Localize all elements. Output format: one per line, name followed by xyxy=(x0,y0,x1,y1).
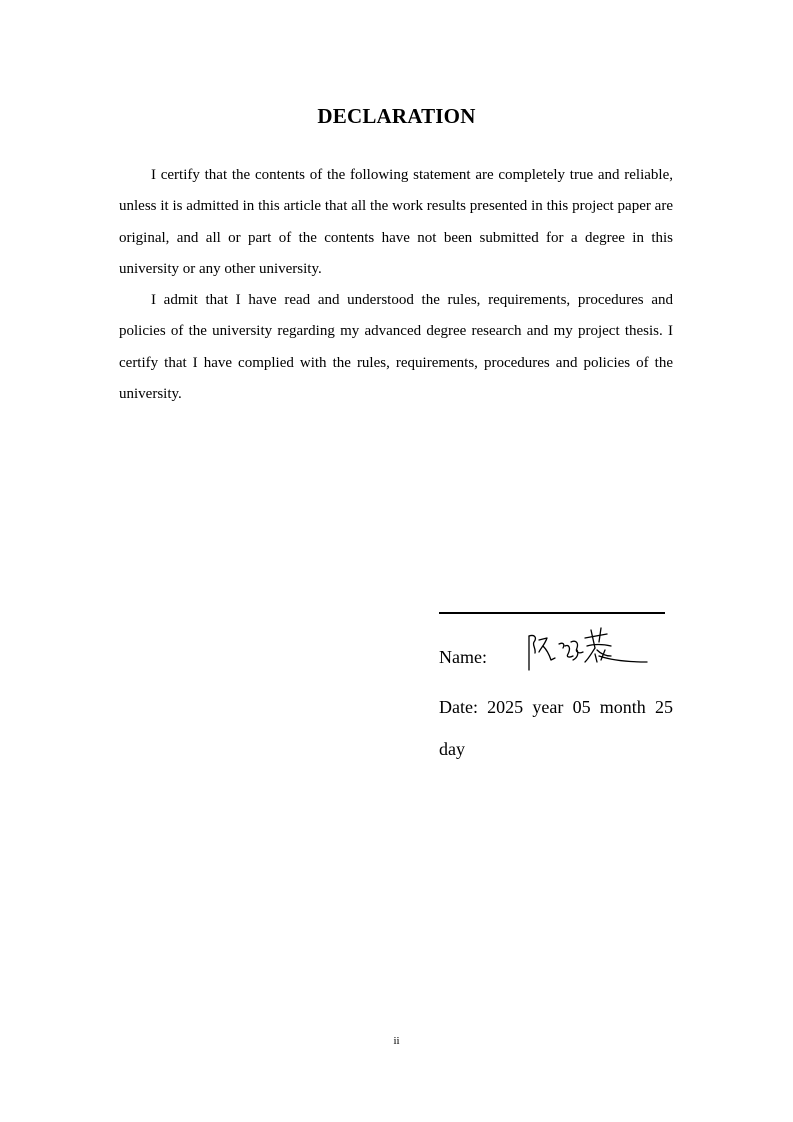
signature-block xyxy=(439,596,673,770)
name-row xyxy=(439,642,673,672)
handwritten-signature xyxy=(525,626,649,674)
declaration-paragraph-1: I certify that the contents of the following statement are completely true and reliable, unless it is admitted in this article that all the work results presented in this project paper are original, and all or part of the contents have not been submitted for a degree in this university or any other university. xyxy=(119,167,673,277)
name-label: Name: xyxy=(439,647,487,667)
page-number: ii xyxy=(393,1035,400,1047)
declaration-body xyxy=(119,160,673,410)
declaration-paragraph-2: I admit that I have read and understood the rules, requirements, procedures and policies of the university regarding my advanced degree research and my project thesis. I certify that I have complied with the rules, requirements, procedures and policies of the university. xyxy=(119,292,673,403)
date-text: Date: 2025 year 05 month 25 day xyxy=(439,697,673,759)
signature-line xyxy=(439,612,665,614)
page-title: DECLARATION xyxy=(317,104,476,128)
